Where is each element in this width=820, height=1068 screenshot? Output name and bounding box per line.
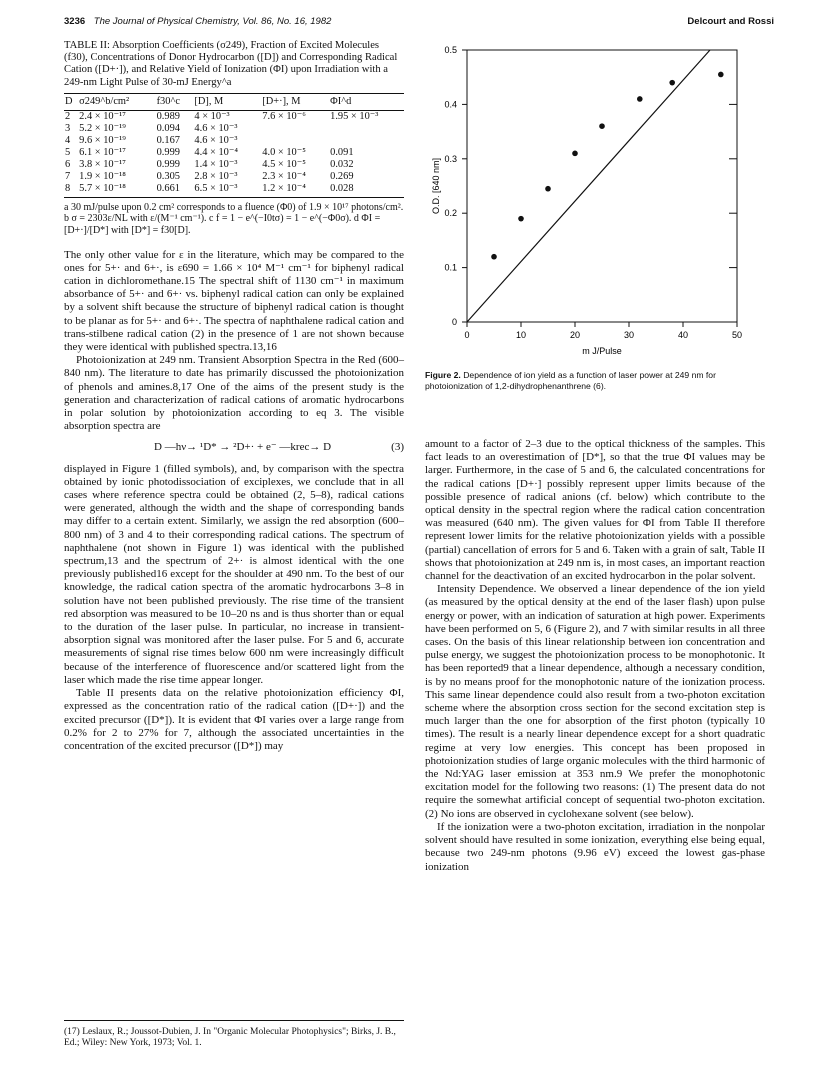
table-header-cell: D — [64, 93, 78, 110]
table-cell: 2.3 × 10⁻⁴ — [262, 170, 306, 182]
x-tick-label: 10 — [515, 330, 527, 340]
table-cell — [261, 123, 329, 135]
table-cell: 3 — [65, 122, 71, 134]
table-header-cell: σ249^b/cm² — [78, 93, 155, 110]
table-cell: 6.1 × 10⁻¹⁷ — [79, 146, 126, 158]
table-cell: 7 — [65, 170, 71, 182]
table-cell: 0.167 — [156, 134, 180, 146]
fit-line — [467, 50, 710, 322]
table-cell: 1.95 × 10⁻³ — [330, 110, 379, 122]
table-cell: 0.028 — [329, 183, 404, 198]
left-column — [64, 40, 404, 753]
data-point — [518, 216, 524, 222]
table-cell: 0.999 — [156, 158, 180, 170]
table-cell: 1.4 × 10⁻³ — [194, 158, 238, 170]
equation-number: (3) — [391, 441, 404, 454]
equation-text: D —hν→ ¹D* → ²D+· + e⁻ —krec→ D — [154, 441, 332, 454]
x-tick-label: 30 — [623, 330, 635, 340]
left-paragraphs-1 — [64, 249, 404, 434]
x-tick-label: 50 — [731, 330, 743, 340]
table-row — [64, 110, 404, 123]
data-point — [545, 186, 551, 192]
footnote-17: (17) Leslaux, R.; Joussot-Dubien, J. In "Organic Molecular Photophysics"; Birks, J. B., Ed.; Wiley: New York, 1973; Vol. 1. — [64, 1020, 404, 1049]
table-cell: 1.2 × 10⁻⁴ — [261, 183, 329, 198]
table-cell: 0.094 — [156, 122, 180, 134]
table-cell: 2 — [65, 110, 71, 122]
table-cell: 7.6 × 10⁻⁶ — [262, 110, 306, 122]
table-cell — [261, 135, 329, 147]
y-tick-label: 0 — [451, 317, 457, 327]
paragraph: Photoionization at 249 nm. Transient Absorption Spectra in the Red (600–840 nm). The literature to date has primarily discussed the photoionization of phenols and amines.8,17 One of the aims of the present study is the generation and characterization of radical cations of aromatic hydrocarbons in polar solution by photoionization according to eq 3. The visible absorption spectra are — [64, 354, 404, 433]
data-point — [718, 72, 724, 78]
table-cell: 4.6 × 10⁻³ — [194, 134, 238, 146]
table-header-cell: [D+·], M — [261, 93, 329, 110]
table-cell: 0.661 — [156, 183, 194, 198]
data-point — [572, 151, 578, 157]
table-cell — [329, 123, 404, 135]
table-cell: 0.091 — [330, 146, 354, 158]
x-tick-label: 0 — [464, 330, 470, 340]
table-cell: 3.8 × 10⁻¹⁷ — [79, 158, 126, 170]
figure-caption-text: Dependence of ion yield as a function of laser power at 249 nm for photoionization of 1,2-dihydrophenanthrene (6). — [425, 370, 716, 391]
paragraph: displayed in Figure 1 (filled symbols), and, by comparison with the spectra obtained by ionic photodissociation of exciplexes, we conclude that in all cases where reference spectra could be obtained (2, 5–8), radical cations were generated, although the width and the shape of corresponding bands may differ to a certain extent. Similarly, we assign the red absorption (600–800 nm) of 3 and 4 to their corresponding radical cations. The spectrum of naphthalene (not shown in Figure 1) was identical with the published spectrum,13 and the spectrum of 2+· is almost identical with the one previously published16 except for the shoulder at 490 nm. To the best of our knowledge, the radical cation spectra of the aromatic hydrocarbons 3–8 in solution have not been published previously. The rise time of the transient red absorption was measured to be 10–20 ns and is thus shorter than or equal to the duration of the laser pulse. In particular, no increase in transient-absorption signal was monitored after the laser pulse. For 5 and 6, accurate measurements of signal rise times below 600 nm were increasingly difficult because of the interference of fluorescence and/or scattered light from the laser which made the rise time appear longer. — [64, 462, 404, 686]
table-cell: 0.032 — [330, 158, 354, 170]
table-cell — [329, 135, 404, 147]
paragraph: Table II presents data on the relative photoionization efficiency ΦI, expressed as the concentration ratio of the radical cation ([D+·]) and the excited precursor ([D*]). It is evident that ΦI varies over a large range from 0.2% for 2 to 27% for 7, although the associated uncertainties in the concentration of the excited precursor ([D*]) may — [64, 687, 404, 752]
scatter-chart — [425, 40, 785, 360]
table-body — [64, 110, 404, 197]
table-ii — [64, 93, 404, 198]
running-header — [64, 16, 331, 27]
table-header-cell: f30^c — [156, 93, 194, 110]
table-cell: 8 — [64, 183, 78, 198]
data-point — [491, 254, 497, 260]
table-row — [64, 171, 404, 183]
table-header-cell: [D], M — [193, 93, 261, 110]
table-cell: 0.999 — [156, 146, 180, 158]
x-tick-label: 20 — [569, 330, 581, 340]
paragraph: amount to a factor of 2–3 due to the optical thickness of the samples. This fact leads to an overestimation of [D*], so that the true ΦI values may be larger. Furthermore, in the case of 5 and 6, the calculated concentrations for the radical cations [D+·] possibly represent upper limits because of the possible presence of radical anions (cf. below) which contribute to the optical density in the spectral region where the radical cation concentration was measured (640 nm). The given values for ΦI from Table II therefore represent lower limits for the relative photoionization yields with a possible (partial) cancellation of errors for 5 and 6. Taken with a grain of salt, Table II shows that photoionization at 249 nm is, in most cases, an important reaction channel for the deactivation of an excited hydrocarbon in the polar solvent. — [425, 438, 765, 583]
y-tick-label: 0.4 — [444, 99, 457, 110]
figure-caption-label: Figure 2. — [425, 370, 461, 380]
table-cell: 0.269 — [330, 170, 354, 182]
table-header-row — [64, 93, 404, 110]
figure-2 — [425, 40, 785, 360]
x-axis-label: m J/Pulse — [582, 346, 622, 356]
table-row — [64, 123, 404, 135]
table-cell: 1.9 × 10⁻¹⁸ — [79, 170, 126, 182]
table-cell: 2.8 × 10⁻³ — [194, 170, 238, 182]
table-cell: 0.989 — [156, 110, 180, 122]
table-header-cell: ΦI^d — [329, 93, 404, 110]
table-row — [64, 159, 404, 171]
table-cell: 4 × 10⁻³ — [194, 110, 230, 122]
table-cell: 4.4 × 10⁻⁴ — [194, 146, 238, 158]
data-point — [669, 80, 675, 86]
table-cell: 5.2 × 10⁻¹⁹ — [79, 122, 126, 134]
right-column — [425, 438, 765, 874]
table-row — [64, 135, 404, 147]
page-number: 3236 — [64, 16, 86, 27]
author-header: Delcourt and Rossi — [687, 16, 774, 27]
figure-caption — [425, 370, 765, 392]
table-cell: 0.305 — [156, 170, 180, 182]
left-paragraphs-2 — [64, 463, 404, 753]
table-cell: 4 — [65, 134, 71, 146]
table-cell: 4.6 × 10⁻³ — [194, 122, 238, 134]
table-cell: 5.7 × 10⁻¹⁸ — [78, 183, 155, 198]
table-row — [64, 183, 404, 198]
equation-3 — [64, 441, 404, 454]
x-tick-label: 40 — [677, 330, 689, 340]
table-cell: 6 — [65, 158, 71, 170]
y-tick-label: 0.2 — [444, 208, 457, 219]
data-point — [599, 123, 605, 129]
table-caption: TABLE II: Absorption Coefficients (σ249), Fraction of Excited Molecules (f30), Concentrations of Donor Hydrocarbon ([D]) and Corresponding Radical Cation ([D+·]), and Relative Yield of Ionization (ΦI) upon Irradiation with a 249-nm Light Pulse of 30-mJ Energy^a — [64, 40, 398, 88]
journal-name: The Journal of Physical Chemistry, Vol. 86, No. 16, 1982 — [93, 16, 332, 27]
table-cell: 4.0 × 10⁻⁵ — [262, 146, 306, 158]
y-tick-label: 0.3 — [444, 153, 457, 164]
table-cell: 6.5 × 10⁻³ — [193, 183, 261, 198]
y-axis-label: O.D. [640 nm] — [431, 157, 441, 215]
table-cell: 4.5 × 10⁻⁵ — [262, 158, 306, 170]
y-tick-label: 0.1 — [444, 262, 457, 273]
data-point — [637, 96, 643, 102]
paragraph: If the ionization were a two-photon excitation, irradiation in the nonpolar solvent should have resulted in some ionization, everything else being equal, because two 249-nm photons (9.96 eV) exceed the lowest gas-phase ionization — [425, 820, 765, 873]
table-footnote: a 30 mJ/pulse upon 0.2 cm² corresponds to a fluence (Φ0) of 1.9 × 10¹⁷ photons/cm². b σ = 2303ε/NL with ε/(M⁻¹ cm⁻¹). c f = 1 − e^(−I0tσ) = 1 − e^(−Φ0σ). d ΦI = [D+·]/[D*] with [D*] = f30[D]. — [64, 201, 404, 236]
table-cell: 2.4 × 10⁻¹⁷ — [79, 110, 126, 122]
paragraph: Intensity Dependence. We observed a linear dependence of the ion yield (as measured by the optical density at the end of the laser flash) upon pulse energy or power, with an indication of saturation at high power. Experiments have been performed on 5, 6 (Figure 2), and 7 with similar results in all three cases. On the basis of this linear relationship between ion concentration and pulse energy, we suggest the photoionization process to be monophotonic. It has been reported9 that a linear dependence, although a necessary condition, is by no means proof for the monophotonic nature of the ionization process. This same linear dependence could also result from a two-photon excitation scheme where the absorption cross section for the second excitation step is much larger than the one for absorption of the first photon (typically 10 times). The result is a nearly linear dependence except for a short quadratic regime at very low energies. This concept has been proposed in photoionization studies of large organic molecules with the third harmonic of the Nd:YAG laser emission at 353 nm.9 We prefer the monophotonic excitation model for the following two reasons: (1) The present data do not require the somewhat artificial concept of sequential two-photon excitation. (2) No ions are observed in cyclohexane solvent (see below). — [425, 583, 765, 820]
paragraph: The only other value for ε in the literature, which may be compared to the ones for 5+· and 6+·, is ε690 = 1.66 × 10⁴ M⁻¹ cm⁻¹ for biphenyl radical cation in dichloromethane.15 The spectral shift of 1130 cm⁻¹ in maximum absorbance of 5+· and 6+· vs. biphenyl radical cation can only be explained by a solvent shift because the structure of biphenyl radical cation is thought to be planar as for 5+· and 6+·. The spectra of naphthalene radical cation and trans-stilbene radical cation (2) in the presence of 1 are not shown because they were identical with published spectra.13,16 — [64, 248, 404, 354]
y-tick-label: 0.5 — [444, 45, 457, 55]
table-cell: 5 — [65, 146, 71, 158]
plot-frame — [467, 50, 737, 322]
table-cell: 9.6 × 10⁻¹⁹ — [79, 134, 126, 146]
table-row — [64, 147, 404, 159]
